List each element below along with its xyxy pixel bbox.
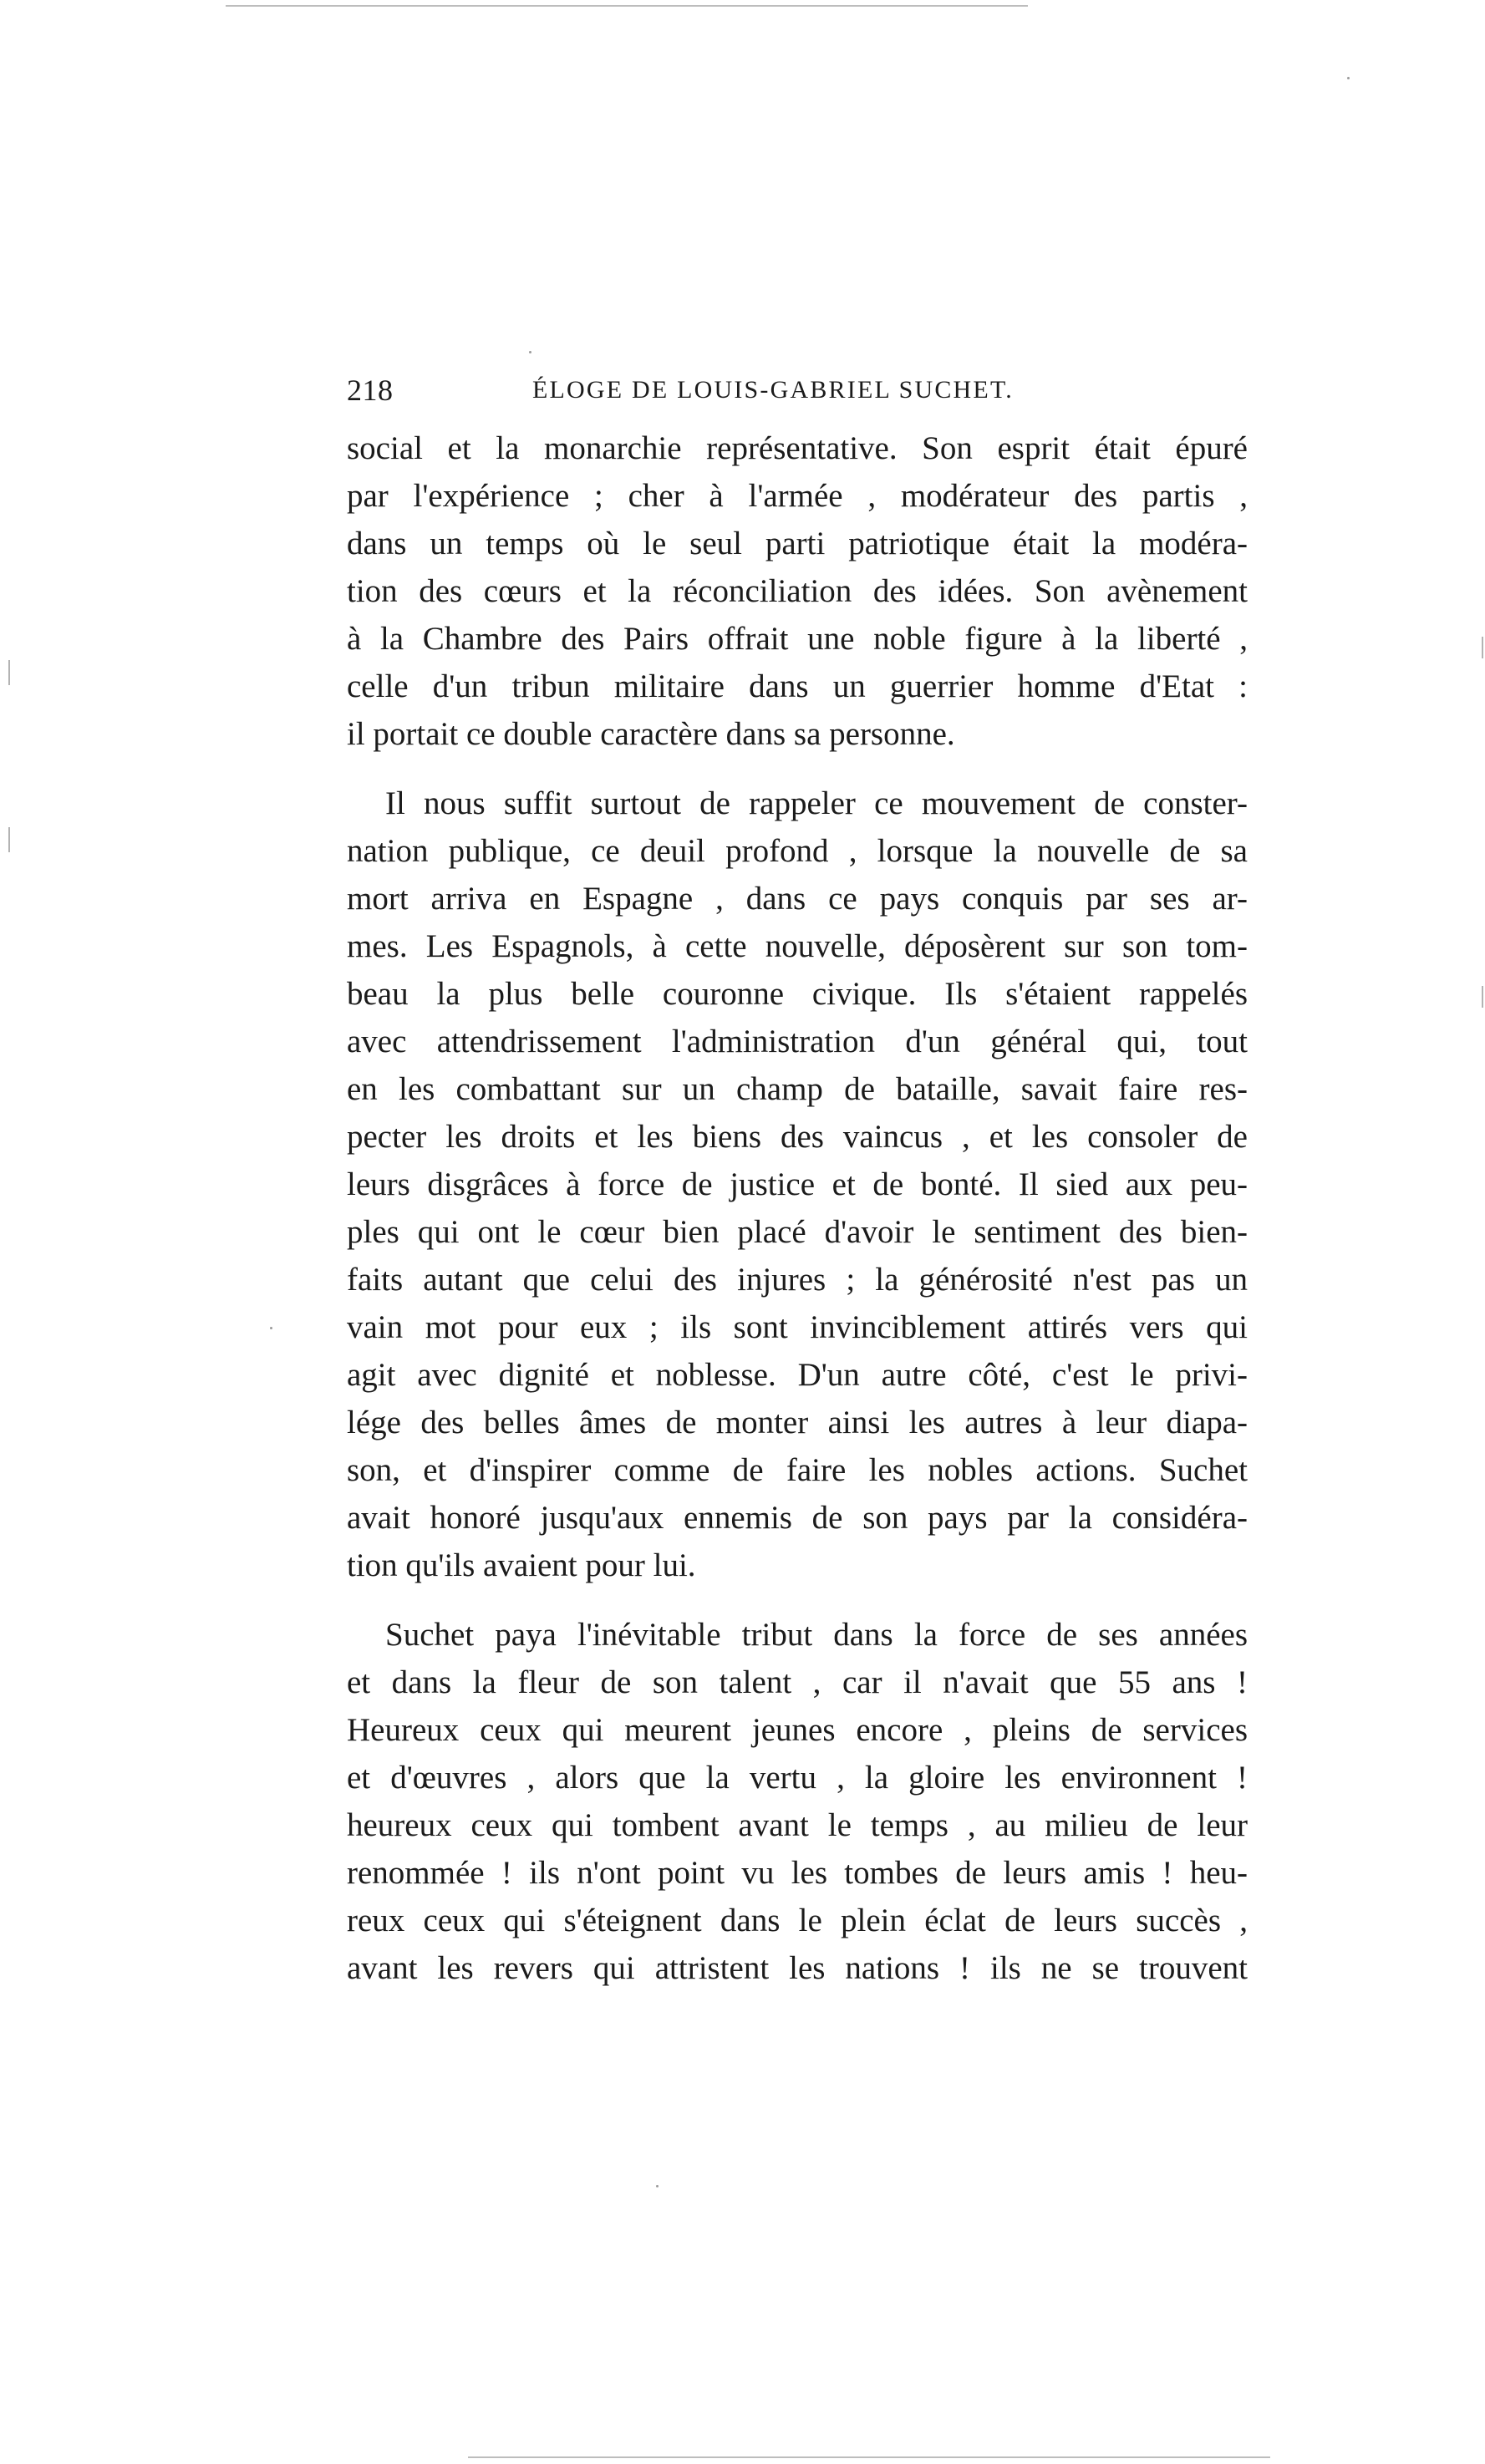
running-head bbox=[347, 373, 1249, 411]
text-line: pecter les droits et les biens des vaincus , et les consoler de bbox=[347, 1119, 1248, 1155]
paragraph-1 bbox=[347, 424, 1248, 758]
running-title: ÉLOGE DE LOUIS-GABRIEL SUCHET. bbox=[532, 376, 1014, 404]
text-line: renommée ! ils n'ont point vu les tombes de leurs amis ! heu- bbox=[347, 1855, 1248, 1891]
text-line: Suchet paya l'inévitable tribut dans la force de ses années bbox=[385, 1617, 1248, 1653]
text-line: Il nous suffit surtout de rappeler ce mouvement de conster- bbox=[385, 785, 1248, 821]
scan-artifact-dot bbox=[1347, 77, 1350, 79]
scan-artifact-tick bbox=[8, 827, 10, 852]
text-line: son, et d'inspirer comme de faire les nobles actions. Suchet bbox=[347, 1452, 1248, 1488]
text-line: celle d'un tribun militaire dans un guerrier homme d'Etat : bbox=[347, 668, 1248, 704]
text-line: par l'expérience ; cher à l'armée , modérateur des partis , bbox=[347, 478, 1248, 514]
text-line: mes. Les Espagnols, à cette nouvelle, déposèrent sur son tom- bbox=[347, 928, 1248, 964]
body-text bbox=[347, 424, 1248, 1992]
text-line: avait honoré jusqu'aux ennemis de son pays par la considéra- bbox=[347, 1500, 1248, 1536]
text-line: faits autant que celui des injures ; la générosité n'est pas un bbox=[347, 1262, 1248, 1298]
scan-artifact-tick bbox=[1482, 986, 1483, 1008]
text-line: et d'œuvres , alors que la vertu , la gloire les environnent ! bbox=[347, 1760, 1248, 1796]
text-line: heureux ceux qui tombent avant le temps , au milieu de leur bbox=[347, 1807, 1248, 1843]
text-line: dans un temps où le seul parti patriotique était la modéra- bbox=[347, 526, 1248, 561]
scan-artifact-dot bbox=[656, 2185, 659, 2187]
paragraph-3 bbox=[347, 1611, 1248, 1992]
text-line: il portait ce double caractère dans sa personne. bbox=[347, 716, 955, 752]
text-line: avant les revers qui attristent les nations ! ils ne se trouvent bbox=[347, 1950, 1248, 1986]
text-line: tion qu'ils avaient pour lui. bbox=[347, 1547, 696, 1583]
text-line: reux ceux qui s'éteignent dans le plein éclat de leurs succès , bbox=[347, 1903, 1248, 1938]
page-number: 218 bbox=[347, 373, 394, 407]
text-line: et dans la fleur de son talent , car il n'avait que 55 ans ! bbox=[347, 1664, 1248, 1700]
text-line: ples qui ont le cœur bien placé d'avoir le sentiment des bien- bbox=[347, 1214, 1248, 1250]
scan-artifact-dot bbox=[270, 1327, 272, 1329]
text-line: mort arriva en Espagne , dans ce pays conquis par ses ar- bbox=[347, 881, 1248, 917]
paragraph-2 bbox=[347, 780, 1248, 1589]
text-line: nation publique, ce deuil profond , lorsque la nouvelle de sa bbox=[347, 833, 1248, 869]
text-line: social et la monarchie représentative. Son esprit était épuré bbox=[347, 430, 1248, 466]
scan-artifact-bottom-line bbox=[468, 2456, 1270, 2458]
text-line: à la Chambre des Pairs offrait une noble figure à la liberté , bbox=[347, 621, 1248, 657]
text-line: leurs disgrâces à force de justice et de bonté. Il sied aux peu- bbox=[347, 1166, 1248, 1202]
text-line: en les combattant sur un champ de bataille, savait faire res- bbox=[347, 1071, 1248, 1107]
text-line: lége des belles âmes de monter ainsi les autres à leur diapa- bbox=[347, 1405, 1248, 1440]
text-line: tion des cœurs et la réconciliation des idées. Son avènement bbox=[347, 573, 1248, 609]
text-line: avec attendrissement l'administration d'un général qui, tout bbox=[347, 1024, 1248, 1059]
text-line: beau la plus belle couronne civique. Ils s'étaient rappelés bbox=[347, 976, 1248, 1012]
text-line: Heureux ceux qui meurent jeunes encore , pleins de services bbox=[347, 1712, 1248, 1748]
scan-artifact-tick bbox=[1482, 637, 1483, 658]
text-line: vain mot pour eux ; ils sont invinciblement attirés vers qui bbox=[347, 1309, 1248, 1345]
scan-artifact-top-line bbox=[226, 5, 1028, 7]
scan-artifact-dot bbox=[529, 351, 531, 353]
text-line: agit avec dignité et noblesse. D'un autre côté, c'est le privi- bbox=[347, 1357, 1248, 1393]
scan-artifact-tick bbox=[8, 660, 10, 685]
